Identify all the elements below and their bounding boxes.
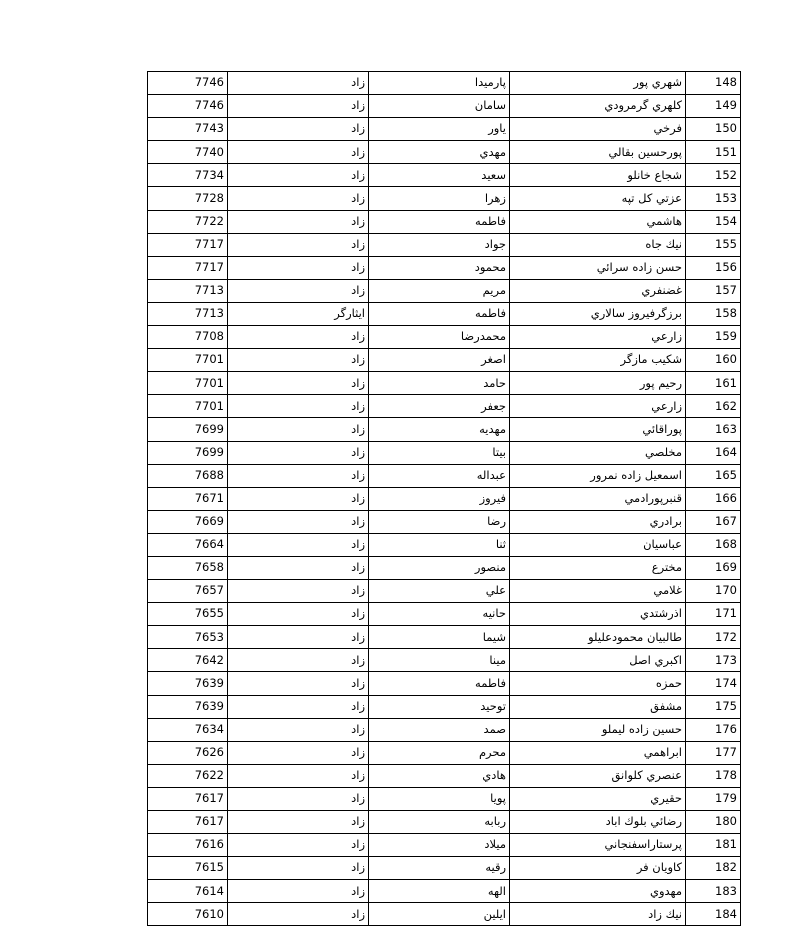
last-name-cell: مشفق bbox=[510, 695, 686, 718]
table-row bbox=[148, 418, 741, 441]
quota-type-cell: زاد bbox=[228, 811, 369, 834]
quota-type-cell: زاد bbox=[228, 233, 369, 256]
table-row bbox=[148, 880, 741, 903]
quota-type-cell: زاد bbox=[228, 672, 369, 695]
table-row bbox=[148, 279, 741, 302]
first-name-cell: پارميدا bbox=[369, 72, 510, 95]
first-name-cell: ياور bbox=[369, 118, 510, 141]
last-name-cell: كلهري گرمرودي bbox=[510, 95, 686, 118]
table-row bbox=[148, 834, 741, 857]
row-number-cell: 167 bbox=[686, 510, 741, 533]
score-cell: 7655 bbox=[148, 603, 228, 626]
row-number-cell: 173 bbox=[686, 649, 741, 672]
score-cell: 7688 bbox=[148, 464, 228, 487]
table-row bbox=[148, 441, 741, 464]
first-name-cell: ميلاد bbox=[369, 834, 510, 857]
table-row bbox=[148, 649, 741, 672]
score-cell: 7669 bbox=[148, 510, 228, 533]
score-cell: 7701 bbox=[148, 372, 228, 395]
table-row bbox=[148, 510, 741, 533]
last-name-cell: غلامي bbox=[510, 580, 686, 603]
row-number-cell: 181 bbox=[686, 834, 741, 857]
quota-type-cell: ايثارگر bbox=[228, 302, 369, 325]
table-row bbox=[148, 672, 741, 695]
score-cell: 7728 bbox=[148, 187, 228, 210]
quota-type-cell: زاد bbox=[228, 718, 369, 741]
quota-type-cell: زاد bbox=[228, 510, 369, 533]
first-name-cell: جواد bbox=[369, 233, 510, 256]
score-cell: 7740 bbox=[148, 141, 228, 164]
score-cell: 7653 bbox=[148, 626, 228, 649]
row-number-cell: 178 bbox=[686, 764, 741, 787]
row-number-cell: 152 bbox=[686, 164, 741, 187]
table-row bbox=[148, 372, 741, 395]
score-cell: 7664 bbox=[148, 533, 228, 556]
score-cell: 7657 bbox=[148, 580, 228, 603]
quota-type-cell: زاد bbox=[228, 395, 369, 418]
first-name-cell: سعيد bbox=[369, 164, 510, 187]
score-cell: 7639 bbox=[148, 672, 228, 695]
row-number-cell: 175 bbox=[686, 695, 741, 718]
row-number-cell: 176 bbox=[686, 718, 741, 741]
quota-type-cell: زاد bbox=[228, 603, 369, 626]
row-number-cell: 155 bbox=[686, 233, 741, 256]
score-cell: 7658 bbox=[148, 556, 228, 579]
first-name-cell: بيتا bbox=[369, 441, 510, 464]
score-cell: 7614 bbox=[148, 880, 228, 903]
results-table-body bbox=[148, 72, 741, 926]
last-name-cell: برزگرفيروز سالاري bbox=[510, 302, 686, 325]
table-row bbox=[148, 487, 741, 510]
row-number-cell: 179 bbox=[686, 787, 741, 810]
row-number-cell: 172 bbox=[686, 626, 741, 649]
score-cell: 7746 bbox=[148, 72, 228, 95]
table-row bbox=[148, 556, 741, 579]
first-name-cell: الهه bbox=[369, 880, 510, 903]
quota-type-cell: زاد bbox=[228, 903, 369, 926]
score-cell: 7699 bbox=[148, 441, 228, 464]
quota-type-cell: زاد bbox=[228, 487, 369, 510]
table-row bbox=[148, 302, 741, 325]
last-name-cell: طالبيان محمودعليلو bbox=[510, 626, 686, 649]
row-number-cell: 180 bbox=[686, 811, 741, 834]
table-row bbox=[148, 210, 741, 233]
score-cell: 7622 bbox=[148, 764, 228, 787]
quota-type-cell: زاد bbox=[228, 764, 369, 787]
table-row bbox=[148, 349, 741, 372]
score-cell: 7734 bbox=[148, 164, 228, 187]
quota-type-cell: زاد bbox=[228, 741, 369, 764]
score-cell: 7626 bbox=[148, 741, 228, 764]
score-cell: 7671 bbox=[148, 487, 228, 510]
table-row bbox=[148, 326, 741, 349]
first-name-cell: رضا bbox=[369, 510, 510, 533]
score-cell: 7616 bbox=[148, 834, 228, 857]
last-name-cell: پرستاراسفنجاني bbox=[510, 834, 686, 857]
row-number-cell: 166 bbox=[686, 487, 741, 510]
row-number-cell: 150 bbox=[686, 118, 741, 141]
last-name-cell: رضائي بلوك اباد bbox=[510, 811, 686, 834]
quota-type-cell: زاد bbox=[228, 72, 369, 95]
quota-type-cell: زاد bbox=[228, 118, 369, 141]
score-cell: 7717 bbox=[148, 233, 228, 256]
quota-type-cell: زاد bbox=[228, 141, 369, 164]
last-name-cell: ابراهمي bbox=[510, 741, 686, 764]
first-name-cell: مريم bbox=[369, 279, 510, 302]
table-row bbox=[148, 857, 741, 880]
quota-type-cell: زاد bbox=[228, 834, 369, 857]
table-row bbox=[148, 164, 741, 187]
first-name-cell: اصغر bbox=[369, 349, 510, 372]
score-cell: 7699 bbox=[148, 418, 228, 441]
first-name-cell: شيما bbox=[369, 626, 510, 649]
last-name-cell: رحيم پور bbox=[510, 372, 686, 395]
table-row bbox=[148, 626, 741, 649]
quota-type-cell: زاد bbox=[228, 649, 369, 672]
row-number-cell: 177 bbox=[686, 741, 741, 764]
first-name-cell: توحيد bbox=[369, 695, 510, 718]
quota-type-cell: زاد bbox=[228, 695, 369, 718]
row-number-cell: 164 bbox=[686, 441, 741, 464]
first-name-cell: مينا bbox=[369, 649, 510, 672]
table-row bbox=[148, 533, 741, 556]
quota-type-cell: زاد bbox=[228, 256, 369, 279]
last-name-cell: نيك جاه bbox=[510, 233, 686, 256]
last-name-cell: شكيب مازگر bbox=[510, 349, 686, 372]
score-cell: 7642 bbox=[148, 649, 228, 672]
table-row bbox=[148, 718, 741, 741]
quota-type-cell: زاد bbox=[228, 210, 369, 233]
last-name-cell: حسن زاده سرائي bbox=[510, 256, 686, 279]
last-name-cell: اكبري اصل bbox=[510, 649, 686, 672]
quota-type-cell: زاد bbox=[228, 787, 369, 810]
results-table bbox=[147, 71, 741, 926]
first-name-cell: هادي bbox=[369, 764, 510, 787]
quota-type-cell: زاد bbox=[228, 279, 369, 302]
last-name-cell: پوراقائي bbox=[510, 418, 686, 441]
last-name-cell: قنبرپورادمي bbox=[510, 487, 686, 510]
first-name-cell: منصور bbox=[369, 556, 510, 579]
last-name-cell: شهري پور bbox=[510, 72, 686, 95]
first-name-cell: مهدي bbox=[369, 141, 510, 164]
score-cell: 7717 bbox=[148, 256, 228, 279]
last-name-cell: اسمعيل زاده نمرور bbox=[510, 464, 686, 487]
last-name-cell: عباسيان bbox=[510, 533, 686, 556]
first-name-cell: فاطمه bbox=[369, 672, 510, 695]
score-cell: 7701 bbox=[148, 349, 228, 372]
table-row bbox=[148, 95, 741, 118]
last-name-cell: حقيري bbox=[510, 787, 686, 810]
quota-type-cell: زاد bbox=[228, 326, 369, 349]
row-number-cell: 184 bbox=[686, 903, 741, 926]
score-cell: 7617 bbox=[148, 787, 228, 810]
row-number-cell: 160 bbox=[686, 349, 741, 372]
row-number-cell: 163 bbox=[686, 418, 741, 441]
first-name-cell: ثنا bbox=[369, 533, 510, 556]
row-number-cell: 154 bbox=[686, 210, 741, 233]
last-name-cell: نيك زاد bbox=[510, 903, 686, 926]
quota-type-cell: زاد bbox=[228, 418, 369, 441]
first-name-cell: فاطمه bbox=[369, 210, 510, 233]
table-row bbox=[148, 72, 741, 95]
last-name-cell: فرخي bbox=[510, 118, 686, 141]
score-cell: 7701 bbox=[148, 395, 228, 418]
quota-type-cell: زاد bbox=[228, 464, 369, 487]
row-number-cell: 161 bbox=[686, 372, 741, 395]
table-row bbox=[148, 187, 741, 210]
row-number-cell: 169 bbox=[686, 556, 741, 579]
score-cell: 7634 bbox=[148, 718, 228, 741]
row-number-cell: 151 bbox=[686, 141, 741, 164]
last-name-cell: كاويان فر bbox=[510, 857, 686, 880]
first-name-cell: عبداله bbox=[369, 464, 510, 487]
score-cell: 7713 bbox=[148, 279, 228, 302]
table-row bbox=[148, 233, 741, 256]
last-name-cell: مخترع bbox=[510, 556, 686, 579]
quota-type-cell: زاد bbox=[228, 626, 369, 649]
row-number-cell: 157 bbox=[686, 279, 741, 302]
last-name-cell: عزتي كل تپه bbox=[510, 187, 686, 210]
row-number-cell: 182 bbox=[686, 857, 741, 880]
first-name-cell: محمود bbox=[369, 256, 510, 279]
last-name-cell: پورحسين بقالي bbox=[510, 141, 686, 164]
last-name-cell: هاشمي bbox=[510, 210, 686, 233]
table-row bbox=[148, 787, 741, 810]
table-row bbox=[148, 764, 741, 787]
last-name-cell: زارعي bbox=[510, 395, 686, 418]
row-number-cell: 168 bbox=[686, 533, 741, 556]
row-number-cell: 170 bbox=[686, 580, 741, 603]
table-row bbox=[148, 256, 741, 279]
quota-type-cell: زاد bbox=[228, 187, 369, 210]
first-name-cell: محرم bbox=[369, 741, 510, 764]
table-row bbox=[148, 464, 741, 487]
last-name-cell: مهدوي bbox=[510, 880, 686, 903]
row-number-cell: 149 bbox=[686, 95, 741, 118]
first-name-cell: محمدرضا bbox=[369, 326, 510, 349]
last-name-cell: غضنفري bbox=[510, 279, 686, 302]
first-name-cell: سامان bbox=[369, 95, 510, 118]
score-cell: 7617 bbox=[148, 811, 228, 834]
score-cell: 7743 bbox=[148, 118, 228, 141]
row-number-cell: 158 bbox=[686, 302, 741, 325]
quota-type-cell: زاد bbox=[228, 95, 369, 118]
row-number-cell: 156 bbox=[686, 256, 741, 279]
last-name-cell: شجاع خانلو bbox=[510, 164, 686, 187]
row-number-cell: 153 bbox=[686, 187, 741, 210]
quota-type-cell: زاد bbox=[228, 556, 369, 579]
row-number-cell: 162 bbox=[686, 395, 741, 418]
first-name-cell: فيروز bbox=[369, 487, 510, 510]
table-row bbox=[148, 580, 741, 603]
row-number-cell: 159 bbox=[686, 326, 741, 349]
first-name-cell: زهرا bbox=[369, 187, 510, 210]
table-row bbox=[148, 741, 741, 764]
first-name-cell: پويا bbox=[369, 787, 510, 810]
quota-type-cell: زاد bbox=[228, 533, 369, 556]
score-cell: 7722 bbox=[148, 210, 228, 233]
quota-type-cell: زاد bbox=[228, 441, 369, 464]
quota-type-cell: زاد bbox=[228, 164, 369, 187]
last-name-cell: برادري bbox=[510, 510, 686, 533]
row-number-cell: 174 bbox=[686, 672, 741, 695]
score-cell: 7713 bbox=[148, 302, 228, 325]
quota-type-cell: زاد bbox=[228, 880, 369, 903]
quota-type-cell: زاد bbox=[228, 857, 369, 880]
table-row bbox=[148, 903, 741, 926]
table-row bbox=[148, 395, 741, 418]
last-name-cell: حمزه bbox=[510, 672, 686, 695]
first-name-cell: فاطمه bbox=[369, 302, 510, 325]
first-name-cell: حانيه bbox=[369, 603, 510, 626]
table-row bbox=[148, 811, 741, 834]
first-name-cell: صمد bbox=[369, 718, 510, 741]
row-number-cell: 171 bbox=[686, 603, 741, 626]
last-name-cell: زارعي bbox=[510, 326, 686, 349]
table-row bbox=[148, 141, 741, 164]
first-name-cell: علي bbox=[369, 580, 510, 603]
quota-type-cell: زاد bbox=[228, 372, 369, 395]
score-cell: 7610 bbox=[148, 903, 228, 926]
row-number-cell: 183 bbox=[686, 880, 741, 903]
last-name-cell: مخلصي bbox=[510, 441, 686, 464]
table-row bbox=[148, 118, 741, 141]
quota-type-cell: زاد bbox=[228, 349, 369, 372]
first-name-cell: حامد bbox=[369, 372, 510, 395]
last-name-cell: عنصري كلوانق bbox=[510, 764, 686, 787]
first-name-cell: مهديه bbox=[369, 418, 510, 441]
last-name-cell: حسين زاده ليملو bbox=[510, 718, 686, 741]
table-row bbox=[148, 695, 741, 718]
first-name-cell: ايلين bbox=[369, 903, 510, 926]
quota-type-cell: زاد bbox=[228, 580, 369, 603]
last-name-cell: اذرشتدي bbox=[510, 603, 686, 626]
first-name-cell: رقيه bbox=[369, 857, 510, 880]
score-cell: 7708 bbox=[148, 326, 228, 349]
score-cell: 7746 bbox=[148, 95, 228, 118]
score-cell: 7615 bbox=[148, 857, 228, 880]
table-row bbox=[148, 603, 741, 626]
first-name-cell: ربابه bbox=[369, 811, 510, 834]
first-name-cell: جعفر bbox=[369, 395, 510, 418]
score-cell: 7639 bbox=[148, 695, 228, 718]
row-number-cell: 165 bbox=[686, 464, 741, 487]
row-number-cell: 148 bbox=[686, 72, 741, 95]
